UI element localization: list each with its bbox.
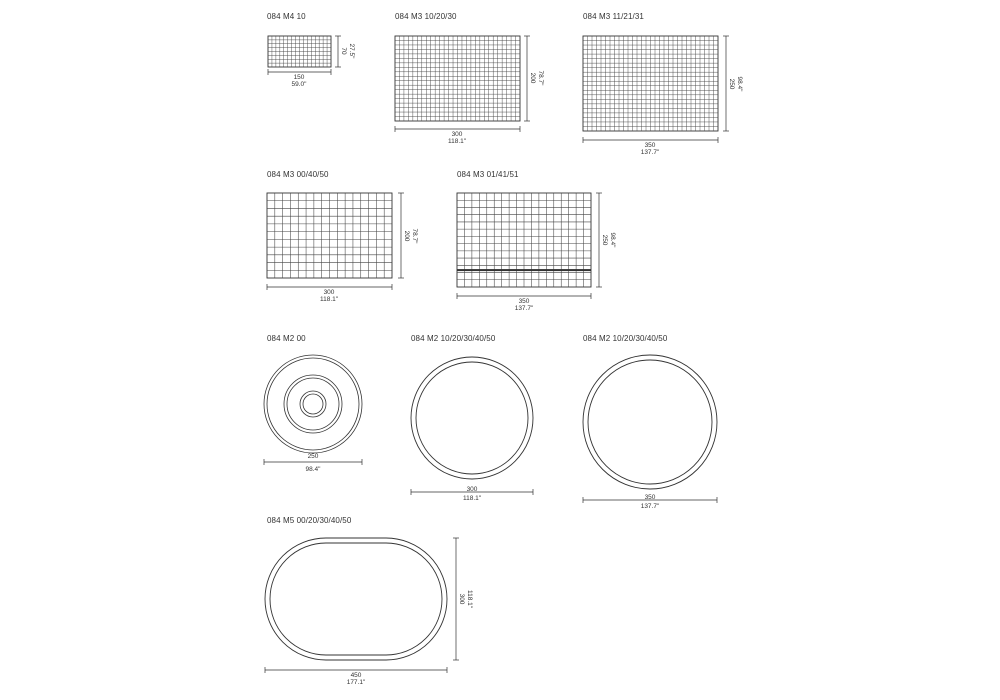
width-in-label: 98.4" bbox=[305, 466, 321, 473]
grid-rug-m4-10 bbox=[268, 36, 331, 67]
width-cm-label: 350 bbox=[518, 298, 530, 305]
height-cm-label: 250 bbox=[728, 78, 735, 90]
rug-m2-300-drawing bbox=[411, 357, 533, 502]
rug-code-m3-01-41-51: 084 M3 01/41/51 bbox=[457, 170, 519, 179]
width-cm-label: 300 bbox=[323, 289, 335, 296]
height-cm-label: 70 bbox=[340, 47, 347, 55]
grid-rug-m3-11-21-31 bbox=[583, 36, 718, 131]
rug-m2-350-drawing bbox=[583, 355, 717, 510]
height-in-label: 78.7" bbox=[411, 228, 418, 244]
rug-m3-00-40-50-drawing bbox=[267, 193, 418, 303]
width-in-label: 118.1" bbox=[447, 138, 467, 145]
grid-rug-m3-01-41-51 bbox=[457, 193, 591, 287]
rug-m5-drawing bbox=[265, 538, 473, 686]
rug-code-m3-11-21-31: 084 M3 11/21/31 bbox=[583, 12, 644, 21]
height-in-label: 78.7" bbox=[537, 70, 544, 86]
height-cm-label: 250 bbox=[601, 234, 608, 246]
grid-rug-m3-00-40-50 bbox=[267, 193, 392, 278]
rug-m2-00-drawing bbox=[264, 355, 362, 473]
rug-code-m5: 084 M5 00/20/30/40/50 bbox=[267, 516, 352, 525]
width-in-label: 137.7" bbox=[514, 305, 534, 312]
height-in-label: 98.4" bbox=[736, 76, 743, 92]
width-cm-label: 300 bbox=[466, 486, 478, 493]
rug-m3-11-21-31-drawing bbox=[583, 36, 743, 156]
rug-m3-10-20-30-drawing bbox=[395, 36, 544, 145]
height-in-label: 27.5" bbox=[348, 43, 355, 59]
height-in-label: 118.1" bbox=[466, 589, 473, 609]
width-cm-label: 350 bbox=[644, 142, 656, 149]
height-cm-label: 300 bbox=[458, 593, 465, 605]
rug-code-m2-300: 084 M2 10/20/30/40/50 bbox=[411, 334, 496, 343]
width-in-label: 59.0" bbox=[291, 81, 307, 88]
rug-code-m3-10-20-30: 084 M3 10/20/30 bbox=[395, 12, 457, 21]
rug-m3-01-41-51-drawing bbox=[457, 193, 616, 312]
width-in-label: 177.1" bbox=[346, 679, 366, 686]
width-in-label: 118.1" bbox=[462, 495, 482, 502]
width-in-label: 118.1" bbox=[319, 296, 339, 303]
grid-rug-m3-10-20-30 bbox=[395, 36, 520, 121]
width-cm-label: 450 bbox=[350, 672, 362, 679]
rug-code-m3-00-40-50: 084 M3 00/40/50 bbox=[267, 170, 329, 179]
width-cm-label: 150 bbox=[293, 74, 305, 81]
height-cm-label: 200 bbox=[529, 72, 536, 84]
rug-code-m2-350: 084 M2 10/20/30/40/50 bbox=[583, 334, 668, 343]
width-cm-label: 300 bbox=[451, 131, 463, 138]
height-in-label: 98.4" bbox=[609, 232, 616, 248]
width-cm-label: 350 bbox=[644, 494, 656, 501]
width-cm-label: 250 bbox=[307, 453, 319, 460]
rug-m4-10-drawing bbox=[268, 36, 355, 88]
rug-code-m4-10: 084 M4 10 bbox=[267, 12, 306, 21]
height-cm-label: 200 bbox=[403, 230, 410, 242]
rug-code-m2-00: 084 M2 00 bbox=[267, 334, 306, 343]
width-in-label: 137.7" bbox=[640, 503, 660, 510]
width-in-label: 137.7" bbox=[640, 149, 660, 156]
